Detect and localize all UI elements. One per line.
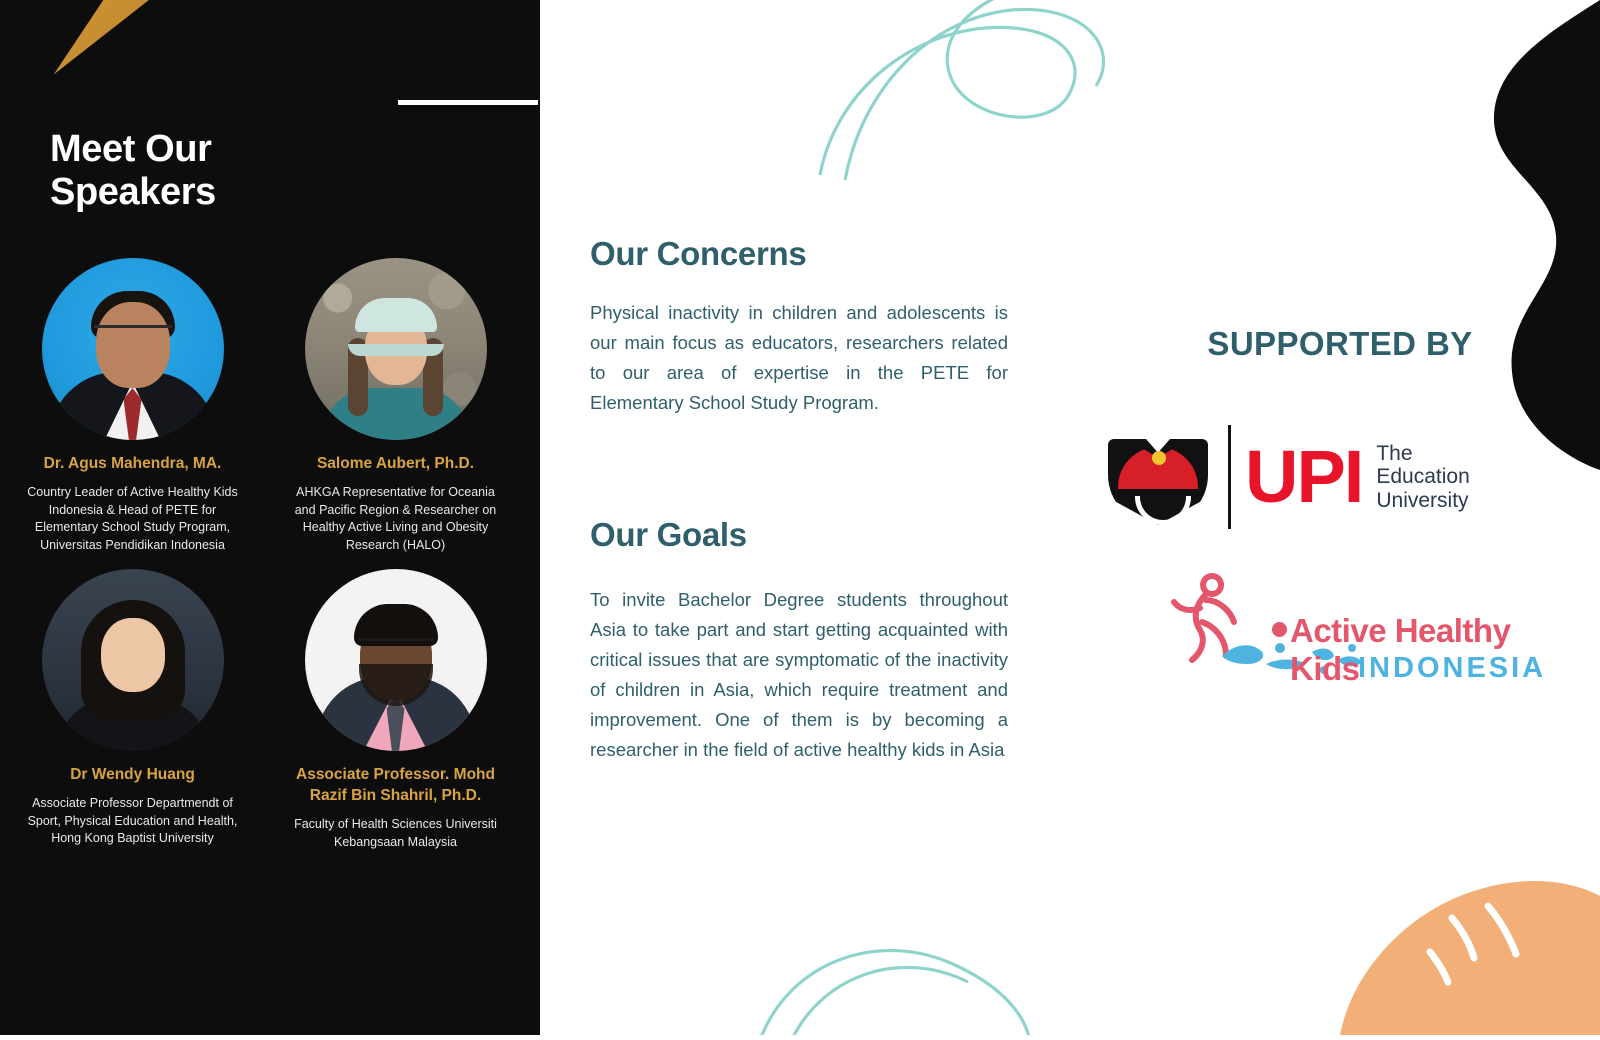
- our-concerns-heading: Our Concerns: [590, 235, 807, 272]
- active-healthy-kids-indonesia-logo: [1120, 556, 1560, 706]
- panel-title: [50, 128, 480, 213]
- upi-tagline-line3: University: [1376, 488, 1469, 512]
- supported-by-section: [1080, 0, 1600, 1035]
- speaker-photo: [42, 569, 224, 751]
- ahk-title: Active Healthy Kids: [1290, 612, 1511, 687]
- speaker-card: [10, 258, 255, 555]
- speaker-role: Country Leader of Active Healthy Kids Indonesia & Head of PETE for Elementary School Study Program, Universitas Pendidikan Indonesia: [27, 484, 238, 553]
- speaker-card: [273, 258, 518, 555]
- speaker-card: [10, 569, 255, 851]
- speaker-role: Faculty of Health Sciences Universiti Kebangsaan Malaysia: [294, 816, 497, 849]
- speaker-photo: [305, 569, 487, 751]
- our-goals-heading: Our Goals: [590, 516, 747, 553]
- upi-tagline-line2: Education: [1376, 465, 1470, 489]
- speaker-name: Dr. Agus Mahendra, MA.: [43, 455, 222, 472]
- our-goals-body: To invite Bachelor Degree students throughout Asia to take part and start getting acquainted with critical issues that are symptomatic of the inactivity of children in Asia, which require treatment and improvement. One of them is by becoming a researcher in the field of active healthy kids in Asia: [590, 589, 1008, 760]
- speaker-card: [273, 569, 518, 851]
- upi-tagline-line1: The: [1376, 441, 1413, 465]
- our-concerns-body: Physical inactivity in children and adolescents is our main focus as educators, researchers related to our area of expertise in the PETE for Elementary School Study Program.: [590, 302, 1008, 413]
- speaker-name: Dr Wendy Huang: [70, 765, 195, 783]
- supported-by-title: SUPPORTED BY: [1207, 325, 1473, 362]
- ahk-subtitle: INDONESIA: [1358, 652, 1547, 684]
- speakers-panel: [0, 0, 540, 1035]
- speaker-role: Associate Professor Departmendt of Sport, Physical Education and Health, Hong Kong Baptist University: [27, 795, 238, 846]
- speaker-name: Salome Aubert, Ph.D.: [316, 455, 475, 472]
- panel-title-line1: Meet Our: [50, 128, 212, 170]
- speaker-photo: [42, 258, 224, 440]
- title-rule: [398, 100, 538, 105]
- speaker-role: AHKGA Representative for Oceania and Pacific Region & Researcher on Healthy Active Living and Obesity Research (HALO): [294, 484, 497, 553]
- upi-divider: [1228, 425, 1231, 529]
- speakers-grid: [10, 258, 530, 851]
- panel-title-line2: Speakers: [50, 170, 216, 213]
- upi-emblem-icon: [1102, 421, 1214, 533]
- upi-wordmark: UPI: [1245, 435, 1363, 518]
- upi-logo: [1102, 412, 1552, 542]
- main-content: [590, 0, 1020, 1035]
- speaker-name: Associate Professor. Mohd Razif Bin Shahril, Ph.D.: [296, 765, 495, 804]
- speaker-photo: [305, 258, 487, 440]
- upi-tagline: [1376, 442, 1469, 513]
- ahk-bullet-icon: [1272, 622, 1287, 637]
